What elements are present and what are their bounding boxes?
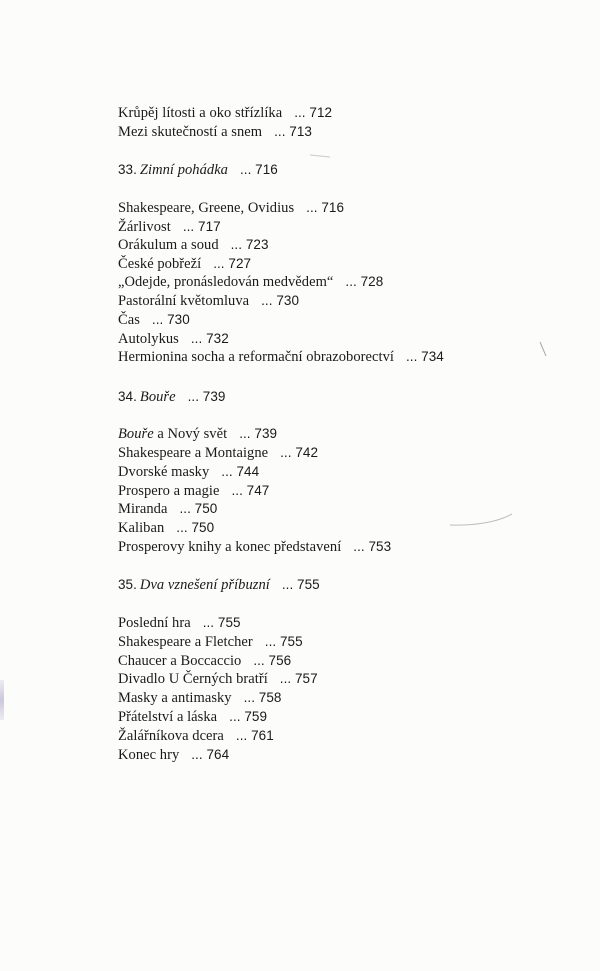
entry-page: ... 756 xyxy=(253,653,292,668)
entry-page: ... 758 xyxy=(243,690,282,705)
entry-title: Prosperovy knihy a konec představení xyxy=(118,539,342,555)
entry-page: ... 730 xyxy=(151,312,190,327)
scan-mark xyxy=(450,514,512,525)
entry-title: Autolykus xyxy=(118,331,179,347)
entry-title: Žárlivost xyxy=(118,219,171,235)
entry-title: Hermionina socha a reformační obrazoborectví xyxy=(118,349,394,365)
entry-page: ... 742 xyxy=(280,445,319,460)
entry-title: Žalářníkova dcera xyxy=(118,728,224,744)
entry-title: „Odejde, pronásledován medvědem“ xyxy=(118,274,334,290)
entry-page: ... 739 xyxy=(239,426,278,441)
chapter-title: Bouře xyxy=(139,389,176,405)
entry-page: ... 750 xyxy=(179,501,218,516)
entry-page: ... 744 xyxy=(221,464,260,479)
entry-title: Prospero a magie xyxy=(118,483,220,499)
chapter-title: Zimní pohádka xyxy=(139,162,228,178)
chapter-title: Dva vznešení příbuzní xyxy=(139,577,270,593)
entry-title: Shakespeare a Montaigne xyxy=(118,445,269,461)
entry-page: ... 723 xyxy=(230,237,269,252)
entry-title: Mezi skutečností a snem xyxy=(118,124,263,140)
entry-title: Pastorální květomluva xyxy=(118,293,250,309)
entry-title: Shakespeare a Fletcher xyxy=(118,634,253,650)
entry-page: ... 747 xyxy=(231,483,270,498)
entry-title: a Nový svět xyxy=(153,426,228,442)
chapter-number: 34. xyxy=(118,389,137,404)
entry-page: ... 716 xyxy=(239,162,278,177)
scan-mark xyxy=(310,155,330,157)
entry-page: ... 730 xyxy=(261,293,300,308)
entry-page: ... 755 xyxy=(202,615,241,630)
entry-page: ... 717 xyxy=(182,219,221,234)
entry-page: ... 739 xyxy=(187,389,226,404)
entry-title: Shakespeare, Greene, Ovidius xyxy=(118,200,295,216)
entry-page: ... 757 xyxy=(279,671,318,686)
entry-title: České pobřeží xyxy=(118,256,202,272)
entry-title: Orákulum a soud xyxy=(118,237,219,253)
entry-page: ... 753 xyxy=(353,539,392,554)
scan-mark xyxy=(540,342,546,356)
entry-title: Krůpěj lítosti a oko střízlíka xyxy=(118,105,283,121)
entry-page: ... 734 xyxy=(405,349,444,364)
entry-title: Divadlo U Černých bratří xyxy=(118,671,268,687)
entry-page: ... 755 xyxy=(281,577,320,592)
entry-page: ... 732 xyxy=(190,331,229,346)
entry-page: ... 750 xyxy=(176,520,215,535)
entry-title-italic: Bouře xyxy=(118,426,154,442)
chapter-number: 33. xyxy=(118,162,137,177)
entry-page: ... 761 xyxy=(235,728,274,743)
entry-title: Konec hry xyxy=(118,747,180,763)
entry-page: ... 716 xyxy=(306,200,345,215)
entry-title: Čas xyxy=(118,312,140,328)
page-edge-mark xyxy=(0,680,4,720)
entry-page: ... 755 xyxy=(264,634,303,649)
entry-page: ... 759 xyxy=(229,709,268,724)
entry-title: Poslední hra xyxy=(118,615,191,631)
chapter-number: 35. xyxy=(118,577,137,592)
entry-title: Miranda xyxy=(118,501,168,517)
entry-page: ... 712 xyxy=(294,105,333,120)
entry-page: ... 727 xyxy=(213,256,252,271)
entry-page: ... 728 xyxy=(345,274,384,289)
entry-title: Dvorské masky xyxy=(118,464,210,480)
entry-title: Chaucer a Boccaccio xyxy=(118,653,242,669)
entry-title: Masky a antimasky xyxy=(118,690,232,706)
entry-title: Kaliban xyxy=(118,520,165,536)
entry-title: Přátelství a láska xyxy=(118,709,218,725)
entry-page: ... 713 xyxy=(274,124,312,139)
entry-page: ... 764 xyxy=(191,747,230,762)
